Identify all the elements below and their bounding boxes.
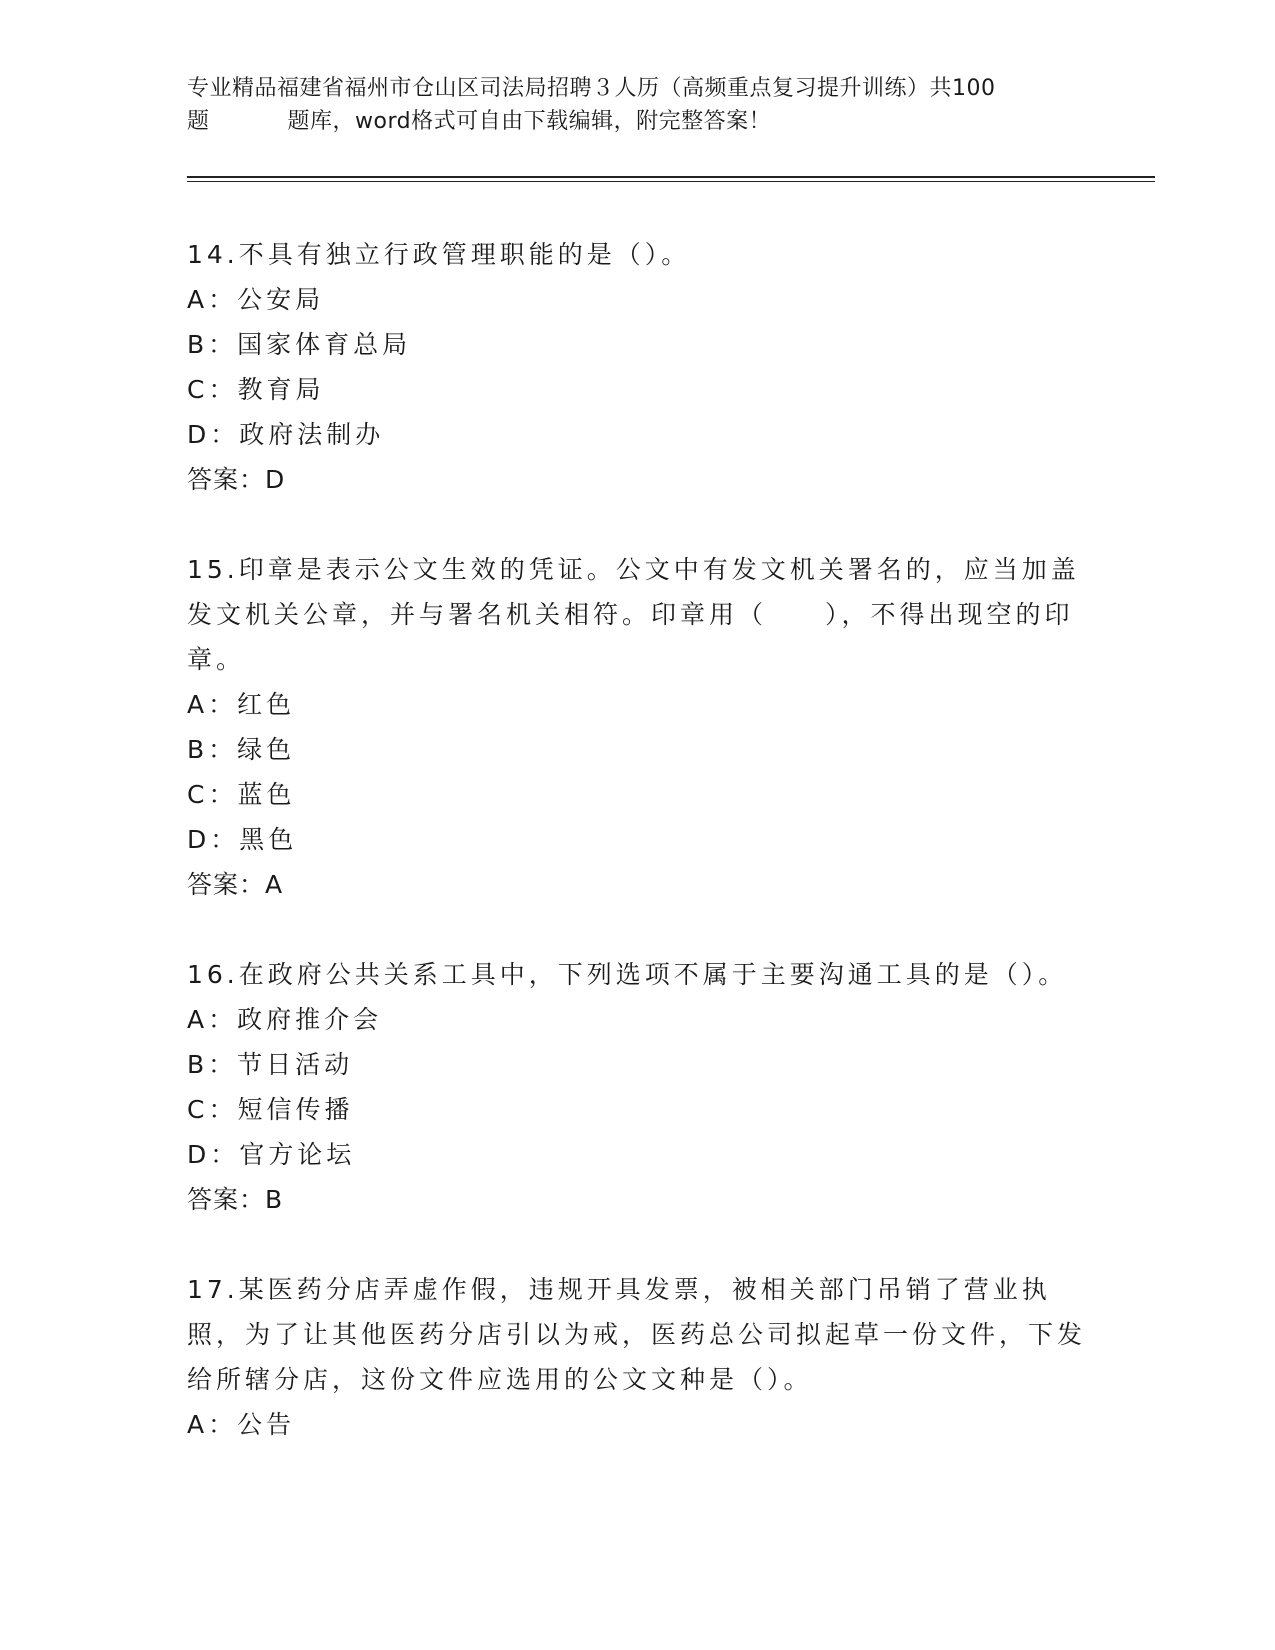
question-answer: 答案：A — [187, 870, 284, 899]
header-title-line2-left: 题 — [187, 109, 210, 134]
question-stem: 15.印章是表示公文生效的凭证。公文中有发文机关署名的，应当加盖发文机关公章，并与署名机关相符。印章用（ ），不得出现空的印章。 — [187, 555, 1080, 674]
question-17 — [187, 1267, 1087, 1447]
option-c: C：蓝色 — [187, 780, 296, 809]
question-14 — [187, 232, 1087, 502]
question-16 — [187, 952, 1087, 1222]
header-divider-thin — [187, 181, 1155, 182]
question-list — [187, 232, 1087, 1492]
option-a: A：政府推介会 — [187, 1005, 383, 1034]
document-header — [187, 72, 1087, 138]
option-d: D：黑色 — [187, 825, 298, 854]
question-stem: 17.某医药分店弄虚作假，违规开具发票，被相关部门吊销了营业执照，为了让其他医药分店引以为戒，医药总公司拟起草一份文件，下发给所辖分店，这份文件应选用的公文文种是（）。 — [187, 1275, 1087, 1394]
question-answer: 答案：B — [187, 1185, 284, 1214]
option-d: D：官方论坛 — [187, 1140, 356, 1169]
option-b: B：节日活动 — [187, 1050, 354, 1079]
question-15 — [187, 547, 1087, 907]
option-a: A：公告 — [187, 1410, 296, 1439]
option-b: B：绿色 — [187, 735, 296, 764]
header-title-line1: 专业精品福建省福州市仓山区司法局招聘３人历（高频重点复习提升训练）共100 — [187, 76, 996, 101]
header-divider-thick — [187, 176, 1155, 178]
option-b: B：国家体育总局 — [187, 330, 412, 359]
header-title-line2 — [187, 105, 1087, 138]
question-answer: 答案：D — [187, 465, 286, 494]
question-stem: 14.不具有独立行政管理职能的是（）。 — [187, 240, 691, 269]
option-c: C：短信传播 — [187, 1095, 354, 1124]
option-c: C：教育局 — [187, 375, 325, 404]
option-a: A：红色 — [187, 690, 296, 719]
option-d: D：政府法制办 — [187, 420, 385, 449]
header-title-line2-right: 题库，word格式可自由下载编辑，附完整答案！ — [287, 109, 772, 134]
option-a: A：公安局 — [187, 285, 325, 314]
question-stem: 16.在政府公共关系工具中，下列选项不属于主要沟通工具的是（）。 — [187, 960, 1068, 989]
